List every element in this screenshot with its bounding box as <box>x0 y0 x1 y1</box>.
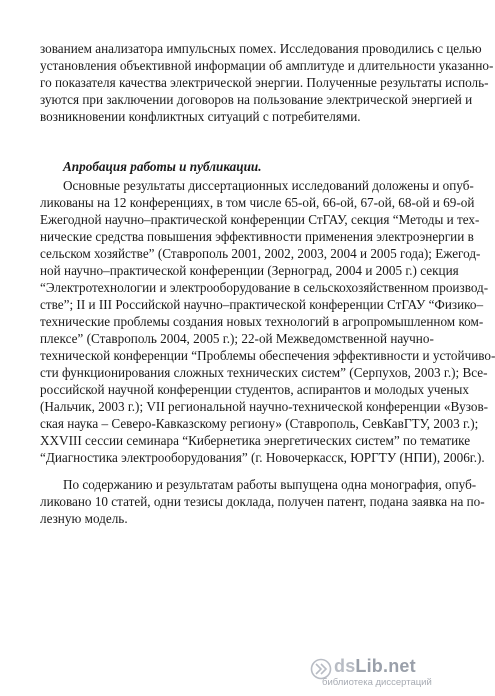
text-line: Ежегодной научно–практической конференции СтГАУ, секция “Методы и тех- <box>40 212 480 227</box>
brand-prefix: ds <box>334 656 356 676</box>
text-line: ская наука – Северо-Кавказскому региону» (Ставрополь, СевКавГТУ, 2003 г.); <box>40 416 479 431</box>
brand-suffix: Lib.net <box>355 656 416 676</box>
text-line: ликованы на 12 конференциях, в том числе 65-ой, 66-ой, 67-ой, 68-ой и 69-ой <box>40 195 475 210</box>
text-line: возникновении конфликтных ситуаций с потребителями. <box>40 109 361 124</box>
text-line: ной научно–практической конференции (Зерноград, 2004 и 2005 г.) секция <box>40 263 459 278</box>
text-line: установления объективной информации об амплитуде и длительности указанно- <box>40 58 494 73</box>
text-line: нические средства повышения эффективности применения электроэнергии в <box>40 229 474 244</box>
text-line: “Диагностика электрооборудования” (г. Новочеркасск, ЮРГТУ (НПИ), 2006г.). <box>40 450 485 465</box>
text-line: технической конференции “Проблемы обеспечения эффективности и устойчиво- <box>40 348 495 363</box>
text-line: зуются при заключении договоров на пользование электрической энергией и <box>40 92 473 107</box>
dslib-watermark <box>310 658 440 690</box>
text-line: сти функционирования сложных технических систем” (Серпухов, 2003 г.); Все- <box>40 365 488 380</box>
text-line: лезную модель. <box>40 511 128 526</box>
text-line: Основные результаты диссертационных исследований доложены и опуб- <box>63 178 474 193</box>
text-line: стве”; II и III Российской научно–практической конференции СтГАУ “Физико– <box>40 297 484 312</box>
text-line: сельском хозяйстве” (Ставрополь 2001, 2002, 2003, 2004 и 2005 года); Ежегод- <box>40 246 481 261</box>
text-line: XXVIII сессии семинара “Кибернетика энергетических систем” по тематике <box>40 433 471 448</box>
text-line: российской научной конференции студентов, аспирантов и молодых ученых <box>40 382 469 397</box>
text-line: “Электротехнологии и электрооборудование в сельскохозяйственном производ- <box>40 280 489 295</box>
text-line: технические проблемы создания новых технологий в агропромышленном ком- <box>40 314 484 329</box>
dslib-brand <box>334 656 416 677</box>
text-line: (Нальчик, 2003 г.); VII региональной научно-технической конференции «Вузов- <box>40 399 489 414</box>
text-line: По содержанию и результатам работы выпущена одна монография, опуб- <box>63 477 477 492</box>
dslib-subtitle: библиотека диссертаций <box>322 677 432 688</box>
text-line: зованием анализатора импульсных помех. Исследования проводились с целью <box>40 41 482 56</box>
text-line: плексе” (Ставрополь 2004, 2005 г.); 22-ой Межведомственной научно- <box>40 331 434 346</box>
text-line: ликовано 10 статей, одни тезисы доклада, получен патент, подана заявка на по- <box>40 494 485 509</box>
text-line: го показателя качества электрической энергии. Полученные результаты исполь- <box>40 75 489 90</box>
section-heading: Апробация работы и публикации. <box>63 159 262 174</box>
